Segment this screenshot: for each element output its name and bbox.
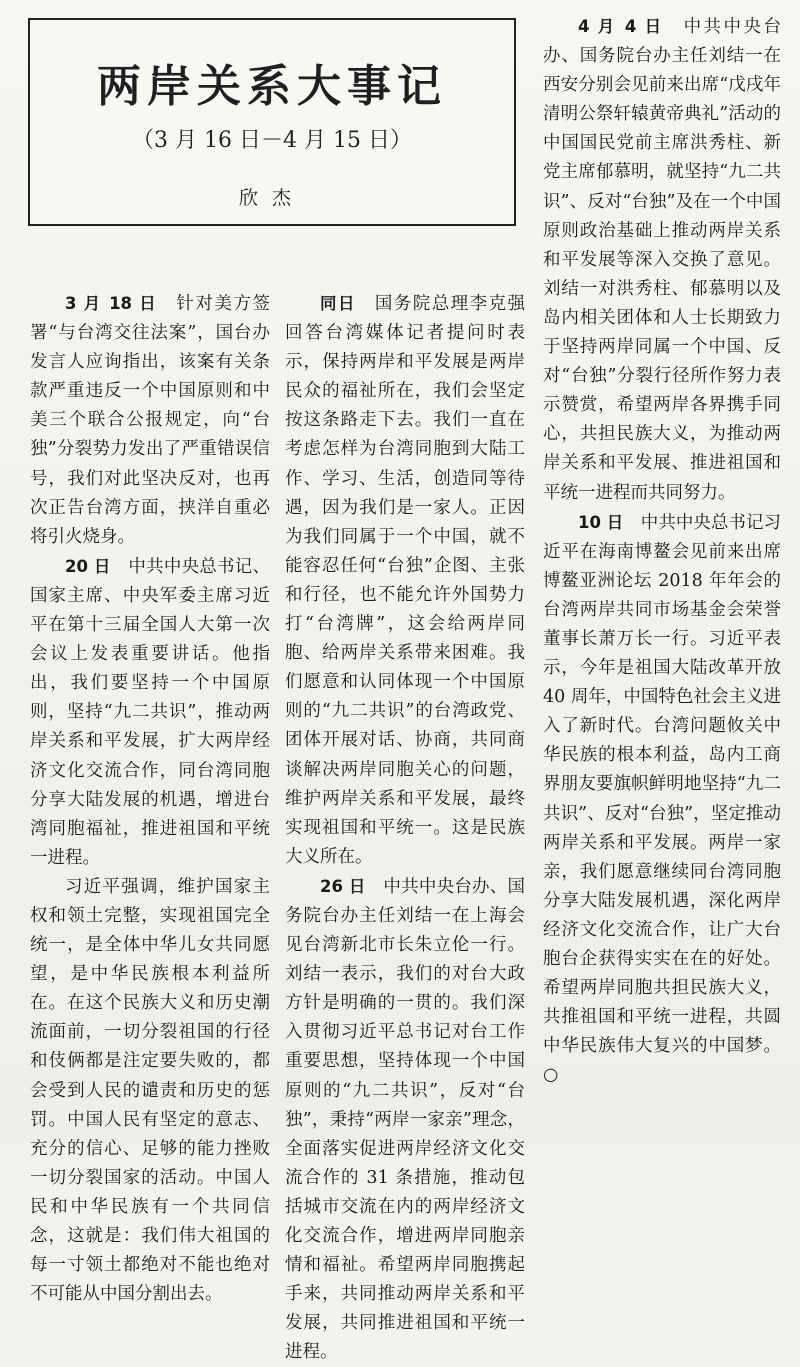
entry-paragraph — [285, 872, 525, 1367]
entry-paragraph — [30, 552, 270, 873]
entry-paragraph — [285, 289, 525, 872]
text-column-2 — [285, 289, 526, 1363]
entry-date: 3 月 18 日 — [65, 294, 158, 313]
entry-paragraph — [30, 289, 270, 552]
text-column-3 — [543, 12, 781, 1092]
entry-text: 中共中央总书记、国家主席、中央军委主席习近平在第十三届全国人大第一次会议上发表重要讲话。他指出，我们要坚持一个中国原则，坚持“九二共识”，推动两岸关系和平发展，扩大两岸经济文化交流合作，同台湾同胞分享大陆发展的机遇，增进台湾同胞福祉，推进祖国和平统一进程。 — [30, 556, 271, 868]
entry-text: 中共中央台办、国务院台办主任刘结一在上海会见台湾新北市长朱立伦一行。刘结一表示，我们的对台大政方针是明确的一贯的。我们深入贯彻习近平总书记对台工作重要思想，坚持体现一个中国原则的“九二共识”，反对“台独”，秉持“两岸一家亲”理念，全面落实促进两岸经济文化交流合作的 31 条措施，推动包括城市交流在内的两岸经济文化交流合作，增进两岸同胞亲情和福祉。希望两岸同胞携起手来，共同推动两岸关系和平发展，共同推进祖国和平统一进程。 — [285, 876, 526, 1363]
entry-paragraph — [30, 873, 270, 1309]
entry-date: 同日 — [320, 294, 356, 313]
author-byline: 欣杰 — [238, 187, 305, 209]
title-box — [28, 18, 516, 226]
entry-text: 针对美方签署“与台湾交往法案”，国台办发言人应询指出，该案有关条款严重违反一个中国原则和中美三个联合公报规定，向“台独”分裂势力发出了严重错误信号，我们对此坚决反对，也再次正告台湾方面，挟洋自重必将引火烧身。 — [30, 294, 270, 547]
date-range: （3 月 16 日－4 月 15 日） — [132, 128, 412, 153]
article-title: 两岸关系大事记 — [97, 61, 447, 112]
entry-text: 国务院总理李克强回答台湾媒体记者提问时表示，保持两岸和平发展是两岸民众的福祉所在，我们会坚定按这条路走下去。我们一直在考虑怎样为台湾同胞到大陆工作、学习、生活，创造同等待遇，因为我们是一家人。正因为我们同属于一个中国，就不能容忍任何“台独”企图、主张和行径，也不能允许外国势力打“台湾牌”，这会给两岸同胞、给两岸关系带来困难。我们愿意和认同体现一个中国原则的“九二共识”的台湾政党、团体开展对话、协商，共同商谈解决两岸同胞关心的问题，维护两岸关系和平发展，最终实现祖国和平统一。这是民族大义所在。 — [285, 294, 526, 867]
entry-paragraph — [543, 508, 781, 1091]
entry-date: 4 月 4 日 — [578, 17, 664, 36]
entry-text: 习近平强调，维护国家主权和领土完整，实现祖国完全统一，是全体中华儿女共同愿望，是中华民族根本利益所在。在这个民族大义和历史潮流面前，一切分裂祖国的行径和伎俩都是注定要失败的，都会受到人民的谴责和历史的惩罚。中国人民有坚定的意志、充分的信心、足够的能力挫败一切分裂国家的活动。中国人民和中华民族有一个共同信念，这就是：我们伟大祖国的每一寸领土都绝对不能也绝对不可能从中国分割出去。 — [30, 876, 270, 1305]
entry-date: 10 日 — [578, 512, 624, 532]
entry-text: 中共中央总书记习近平在海南博鳌会见前来出席博鳌亚洲论坛 2018 年年会的台湾两岸共同市场基金会荣誉董事长萧万长一行。习近平表示，今年是祖国大陆改革开放 40 周年，中国特色社会主义进入了新时代。台湾问题攸关中华民族的根本利益，岛内工商界朋友要旗帜鲜明地坚持“九二共识”、反对“台独”，坚定推动两岸关系和平发展。两岸一家亲，我们愿意继续同台湾同胞分享大陆发展机遇，深化两岸经济文化交流合作，让广大台胞台企获得实实在在的好处。希望两岸同胞共担民族大义，共推祖国和平统一进程，共圆中华民族伟大复兴的中国梦。 — [543, 512, 781, 1057]
entry-date: 26 日 — [320, 876, 366, 896]
text-column-1 — [30, 289, 271, 1305]
end-mark: ○ — [543, 1065, 559, 1086]
entry-text: 中共中央台办、国务院台办主任刘结一在西安分别会见前来出席“戊戌年清明公祭轩辕黄帝典礼”活动的中国国民党前主席洪秀柱、新党主席郁慕明，就坚持“九二共识”、反对“台独”及在一个中国原则政治基础上推动两岸关系和平发展等深入交换了意见。刘结一对洪秀柱、郁慕明以及岛内相关团体和人士长期致力于坚持两岸同属一个中国、反对“台独”分裂行径所作努力表示赞赏，希望两岸各界携手同心，共担民族大义，为推动两岸关系和平发展、推进祖国和平统一进程而共同努力。 — [543, 17, 781, 503]
entry-date: 20 日 — [65, 556, 111, 576]
entry-paragraph — [543, 12, 781, 508]
